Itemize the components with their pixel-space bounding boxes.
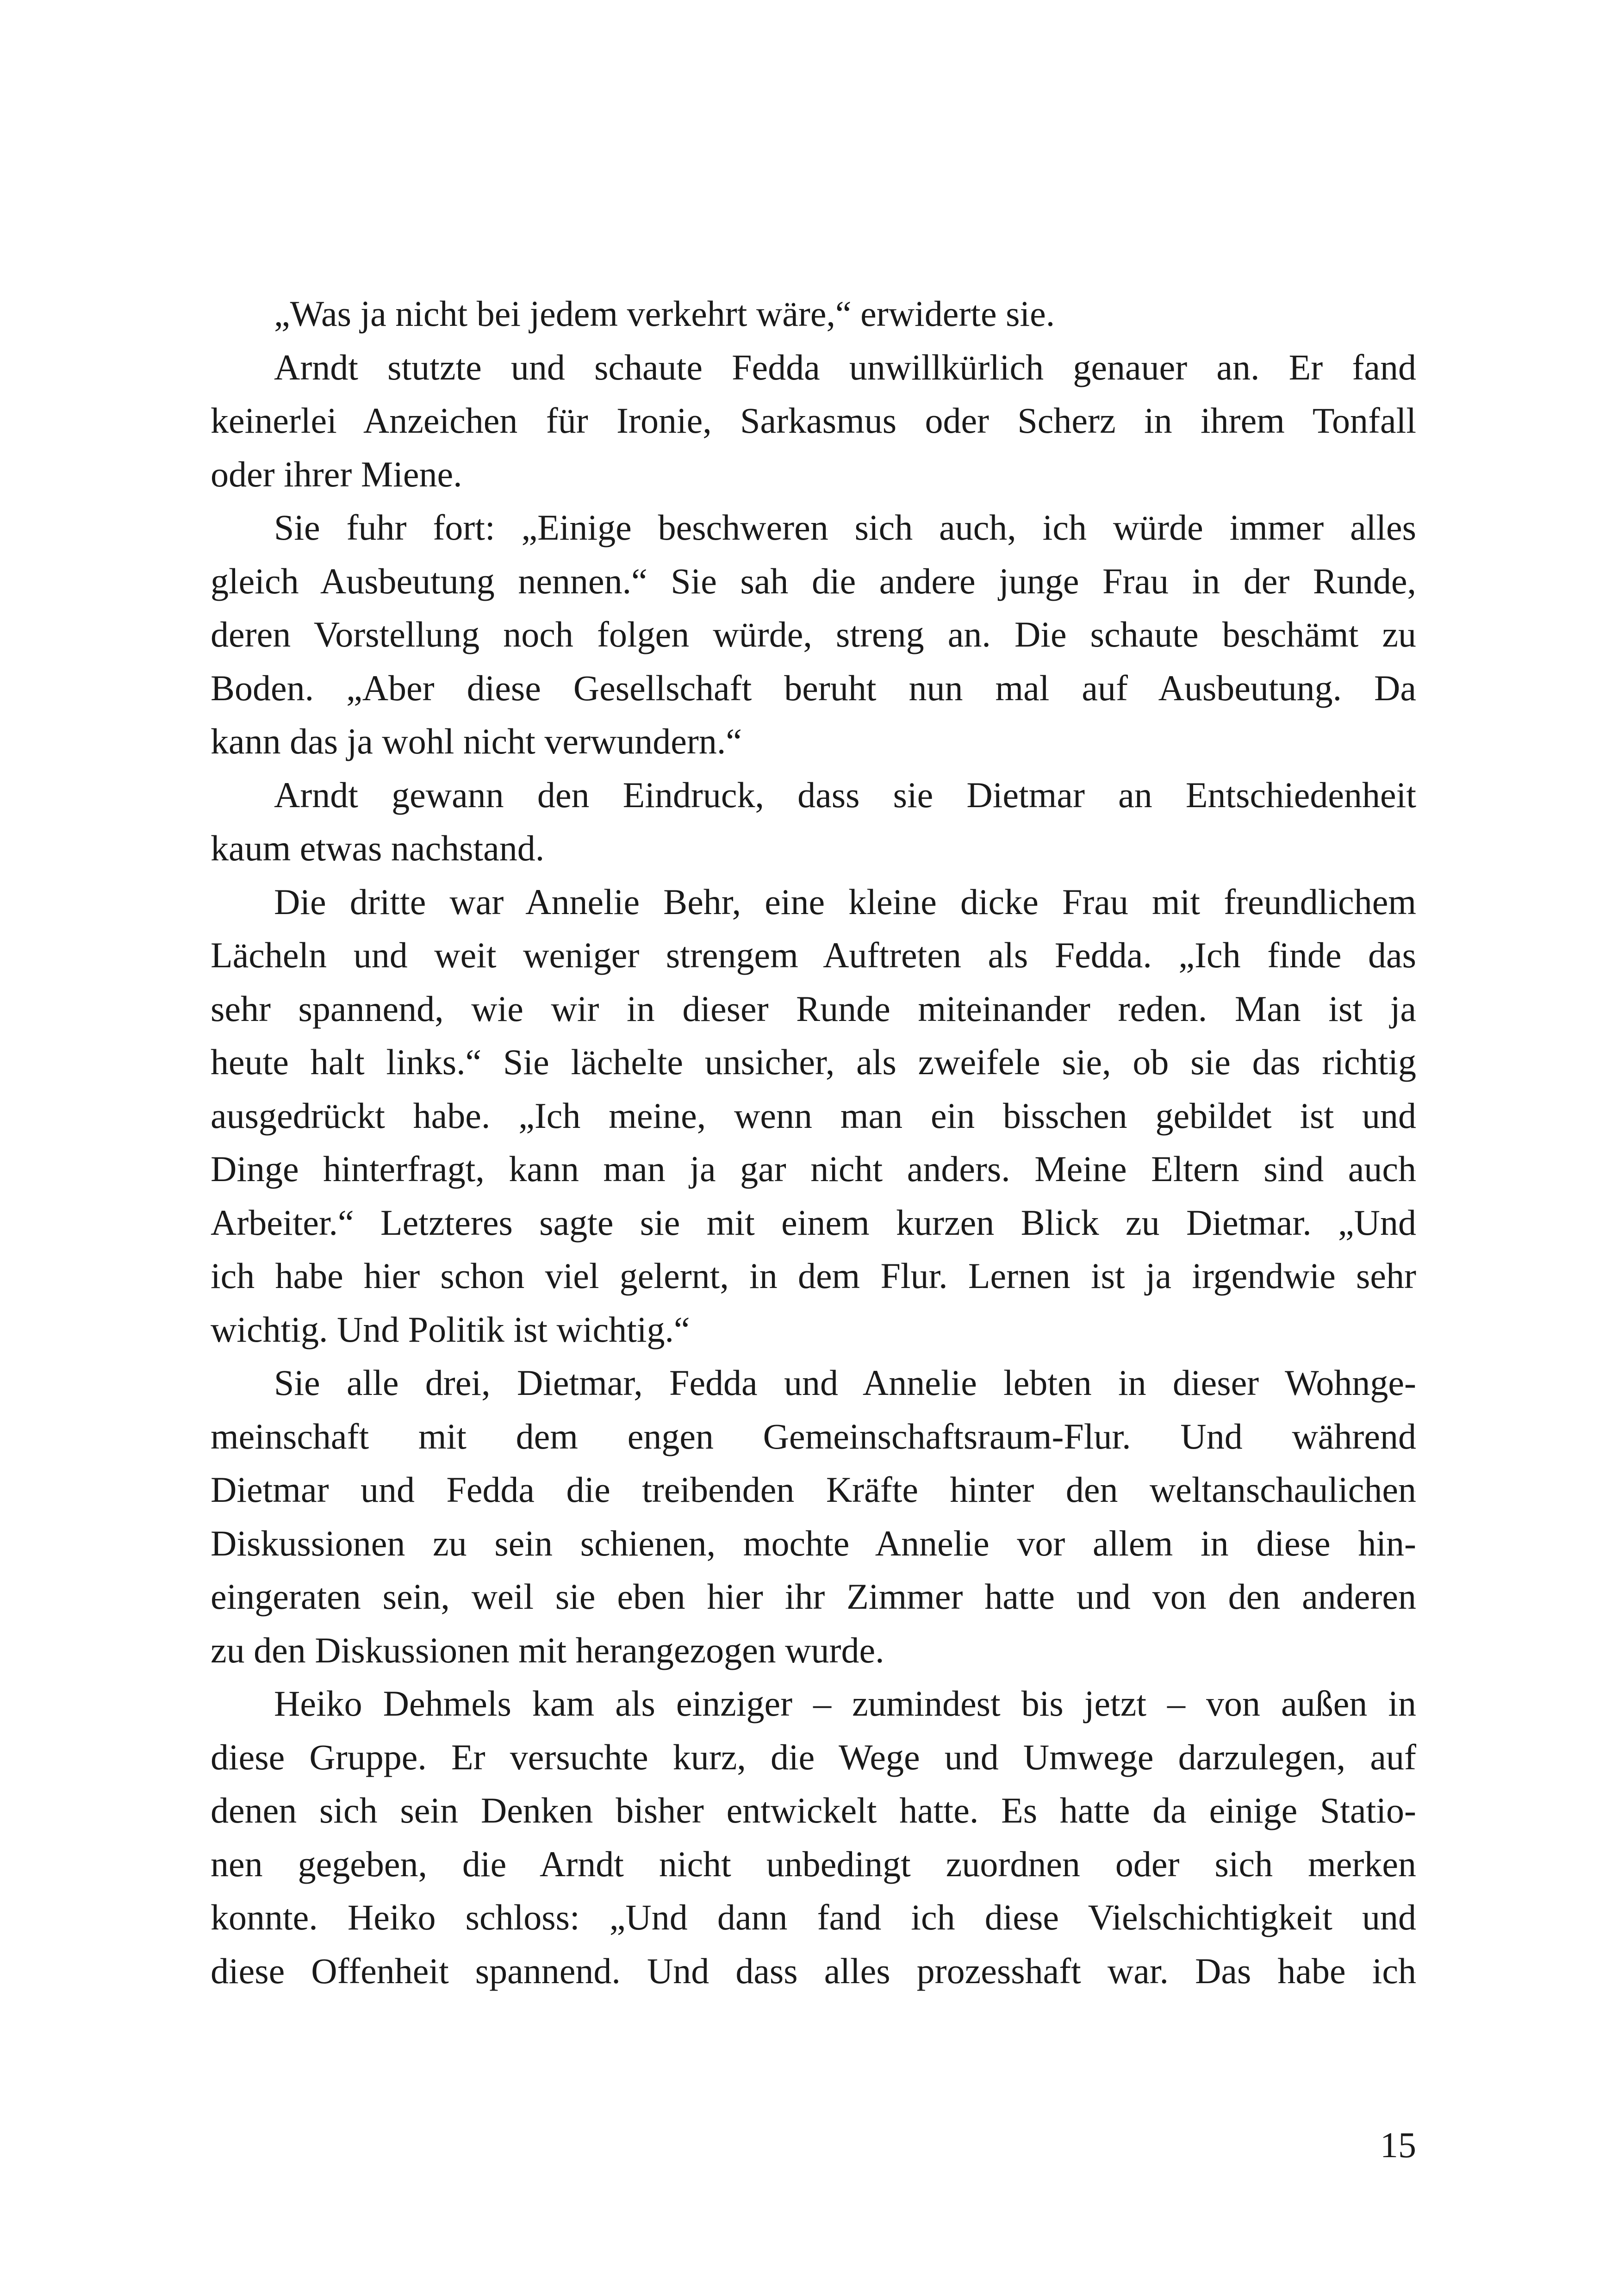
text-line: ausgedrückt habe. „Ich meine, wenn man ein bisschen gebildet ist und <box>211 1095 1416 1136</box>
text-line: Arbeiter.“ Letzteres sagte sie mit einem kurzen Blick zu Dietmar. „Und <box>211 1202 1416 1243</box>
text-line: diese Offenheit spannend. Und dass alles prozesshaft war. Das habe ich <box>211 1950 1416 1991</box>
text-line: Arndt gewann den Eindruck, dass sie Dietmar an Entschiedenheit <box>274 774 1416 815</box>
text-line: heute halt links.“ Sie lächelte unsicher, als zweifele sie, ob sie das richtig <box>211 1042 1416 1082</box>
text-line: wichtig. Und Politik ist wichtig.“ <box>211 1309 690 1350</box>
text-line: Sie fuhr fort: „Einige beschweren sich auch, ich würde immer alles <box>274 507 1416 548</box>
text-line: nen gegeben, die Arndt nicht unbedingt zuordnen oder sich merken <box>211 1843 1416 1884</box>
text-line: Diskussionen zu sein schienen, mochte Annelie vor allem in diese hin- <box>211 1523 1416 1563</box>
text-line: diese Gruppe. Er versuchte kurz, die Wege und Umwege darzulegen, auf <box>211 1736 1416 1777</box>
text-line: kaum etwas nachstand. <box>211 828 545 868</box>
page-number: 15 <box>1380 2125 1416 2165</box>
text-line: Arndt stutzte und schaute Fedda unwillkürlich genauer an. Er fand <box>274 347 1416 387</box>
text-line: keinerlei Anzeichen für Ironie, Sarkasmus oder Scherz in ihrem Tonfall <box>211 400 1416 441</box>
text-line: gleich Ausbeutung nennen.“ Sie sah die andere junge Frau in der Runde, <box>211 560 1416 601</box>
text-line: Dinge hinterfragt, kann man ja gar nicht anders. Meine Eltern sind auch <box>211 1149 1416 1189</box>
text-line: zu den Diskussionen mit herangezogen wurde. <box>211 1630 884 1670</box>
text-line: sehr spannend, wie wir in dieser Runde miteinander reden. Man ist ja <box>211 988 1416 1029</box>
text-line: kann das ja wohl nicht verwundern.“ <box>211 721 742 761</box>
text-line: Dietmar und Fedda die treibenden Kräfte hinter den weltanschaulichen <box>211 1469 1416 1510</box>
text-line: denen sich sein Denken bisher entwickelt hatte. Es hatte da einige Statio- <box>211 1790 1416 1830</box>
text-line: Lächeln und weit weniger strengem Auftreten als Fedda. „Ich finde das <box>211 935 1416 975</box>
text-line: oder ihrer Miene. <box>211 454 462 494</box>
text-line: Sie alle drei, Dietmar, Fedda und Annelie lebten in dieser Wohnge- <box>274 1363 1416 1403</box>
text-line: deren Vorstellung noch folgen würde, streng an. Die schaute beschämt zu <box>211 614 1416 654</box>
text-line: Die dritte war Annelie Behr, eine kleine dicke Frau mit freundlichem <box>274 881 1416 922</box>
text-line: konnte. Heiko schloss: „Und dann fand ich diese Vielschichtigkeit und <box>211 1897 1416 1937</box>
text-line: ich habe hier schon viel gelernt, in dem Flur. Lernen ist ja irgendwie sehr <box>211 1256 1416 1296</box>
text-line: eingeraten sein, weil sie eben hier ihr Zimmer hatte und von den anderen <box>211 1576 1416 1617</box>
text-line: „Was ja nicht bei jedem verkehrt wäre,“ erwiderte sie. <box>274 293 1055 334</box>
text-line: Boden. „Aber diese Gesellschaft beruht nun mal auf Ausbeutung. Da <box>211 667 1416 708</box>
body-text <box>211 287 1416 1997</box>
text-line: Heiko Dehmels kam als einziger – zumindest bis jetzt – von außen in <box>274 1683 1416 1724</box>
text-line: meinschaft mit dem engen Gemeinschaftsraum-Flur. Und während <box>211 1416 1416 1456</box>
